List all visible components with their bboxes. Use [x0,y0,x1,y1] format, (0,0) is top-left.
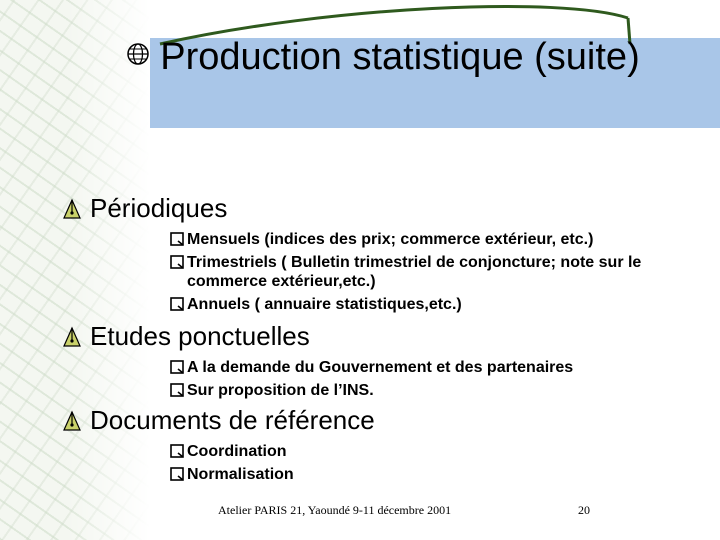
section-label: Etudes ponctuelles [90,321,310,351]
list-item-text: Coordination [187,443,287,460]
list-item [170,253,700,291]
section-header [60,321,700,352]
pen-nib-icon [60,409,84,433]
slide-title: Production statistique (suite) [160,36,640,78]
q-box-icon [170,255,184,269]
list-item-text: A la demande du Gouvernement et des partenaires [187,359,574,376]
globe-icon [126,42,150,66]
list-item-text: Mensuels (indices des prix; commerce extérieur, etc.) [187,231,594,248]
section-label: Documents de référence [90,405,375,435]
section-header [60,405,700,436]
section-periodiques [60,193,700,318]
sub-list [170,358,700,400]
pen-nib-icon [60,325,84,349]
page-number: 20 [578,503,590,517]
list-item [170,381,700,400]
pen-nib-icon [60,197,84,221]
list-item [170,295,700,314]
section-header [60,193,700,224]
q-box-icon [170,383,184,397]
q-box-icon [170,467,184,481]
q-box-icon [170,232,184,246]
section-etudes-ponctuelles [60,321,700,404]
list-item-text: Normalisation [187,466,294,483]
list-item-text: Sur proposition de l’INS. [187,382,374,399]
list-item [170,230,700,249]
sub-list [170,230,700,314]
q-box-icon [170,297,184,311]
list-item [170,442,700,461]
footer-text: Atelier PARIS 21, Yaoundé 9-11 décembre 2001 [218,503,452,517]
q-box-icon [170,360,184,374]
list-item [170,465,700,484]
list-item-text: Trimestriels ( Bulletin trimestriel de conjoncture; note sur le commerce extérieur,etc.) [187,254,642,290]
q-box-icon [170,444,184,458]
list-item [170,358,700,377]
section-label: Périodiques [90,193,228,223]
list-item-text: Annuels ( annuaire statistiques,etc.) [187,296,462,313]
sub-list [170,442,700,484]
section-documents-reference [60,405,700,488]
